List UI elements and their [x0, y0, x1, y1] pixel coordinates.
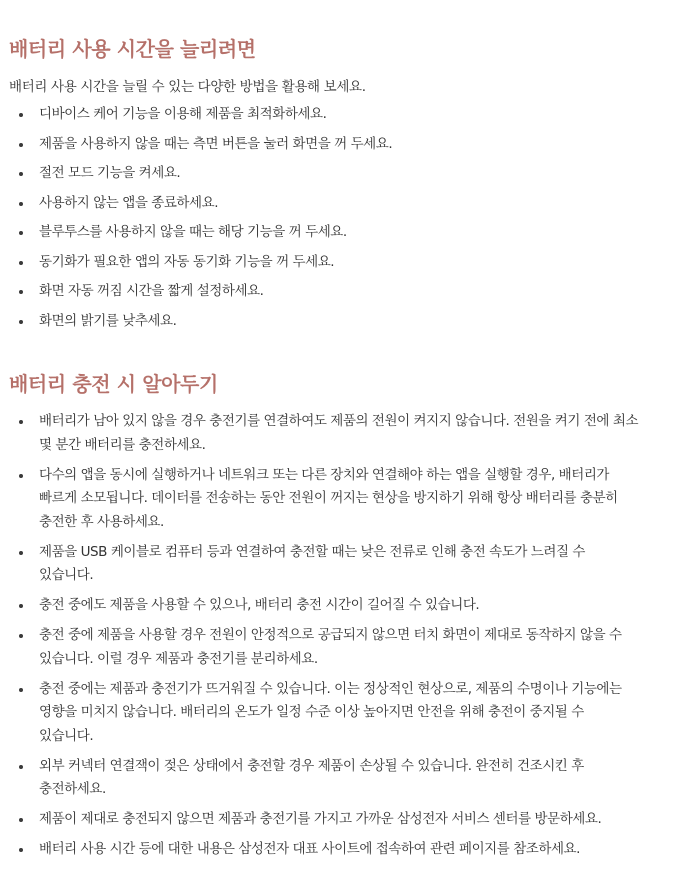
list-item: 제품을 USB 케이블로 컴퓨터 등과 연결하여 충전할 때는 낮은 전류로 인해 충전 속도가 느려질 수 있습니다. — [0, 541, 679, 588]
list-item: 제품을 사용하지 않을 때는 측면 버튼을 눌러 화면을 꺼 두세요. — [0, 133, 679, 163]
battery-tips-list — [0, 103, 679, 339]
list-item: 충전 중에 제품을 사용할 경우 전원이 안정적으로 공급되지 않으면 터치 화면이 제대로 동작하지 않을 수 있습니다. 이럴 경우 제품과 충전기를 분리하세요. — [0, 624, 679, 671]
bullet-icon — [19, 202, 23, 206]
section-heading-battery-life: 배터리 사용 시간을 늘리려면 — [9, 37, 256, 61]
section-intro: 배터리 사용 시간을 늘릴 수 있는 다양한 방법을 활용해 보세요. — [9, 79, 366, 95]
bullet-icon — [19, 261, 23, 265]
list-item: 동기화가 필요한 앱의 자동 동기화 기능을 꺼 두세요. — [0, 251, 679, 281]
bullet-icon — [19, 634, 23, 638]
bullet-icon — [19, 551, 23, 555]
list-item: 다수의 앱을 동시에 실행하거나 네트워크 또는 다른 장치와 연결해야 하는 앱을 실행할 경우, 배터리가 빠르게 소모됩니다. 데이터를 전송하는 동안 전원이 꺼지는 현상을 방지하기 위해 항상 배터리를 충분히 충전한 후 사용하세요. — [0, 464, 679, 535]
list-item: 화면의 밝기를 낮추세요. — [0, 310, 679, 340]
list-item: 충전 중에도 제품을 사용할 수 있으나, 배터리 충전 시간이 길어질 수 있습니다. — [0, 594, 679, 618]
bullet-icon — [19, 765, 23, 769]
bullet-icon — [19, 113, 23, 117]
list-item: 블루투스를 사용하지 않을 때는 해당 기능을 꺼 두세요. — [0, 221, 679, 251]
bullet-icon — [19, 420, 23, 424]
bullet-icon — [19, 143, 23, 147]
bullet-icon — [19, 172, 23, 176]
list-item: 제품이 제대로 충전되지 않으면 제품과 충전기를 가지고 가까운 삼성전자 서비스 센터를 방문하세요. — [0, 808, 679, 832]
bullet-icon — [19, 604, 23, 608]
bullet-icon — [19, 848, 23, 852]
list-item: 디바이스 케어 기능을 이용해 제품을 최적화하세요. — [0, 103, 679, 133]
bullet-icon — [19, 688, 23, 692]
list-item: 사용하지 않는 앱을 종료하세요. — [0, 192, 679, 222]
bullet-icon — [19, 474, 23, 478]
list-item: 배터리 사용 시간 등에 대한 내용은 삼성전자 대표 사이트에 접속하여 관련 페이지를 참조하세요. — [0, 838, 679, 862]
bullet-icon — [19, 290, 23, 294]
bullet-icon — [19, 231, 23, 235]
list-item: 배터리가 남아 있지 않을 경우 충전기를 연결하여도 제품의 전원이 켜지지 않습니다. 전원을 켜기 전에 최소 몇 분간 배터리를 충전하세요. — [0, 410, 679, 457]
charging-notes-list — [0, 410, 679, 868]
list-item: 절전 모드 기능을 켜세요. — [0, 162, 679, 192]
list-item: 화면 자동 꺼짐 시간을 짧게 설정하세요. — [0, 280, 679, 310]
bullet-icon — [19, 320, 23, 324]
list-item: 충전 중에는 제품과 충전기가 뜨거워질 수 있습니다. 이는 정상적인 현상으로, 제품의 수명이나 기능에는 영향을 미치지 않습니다. 배터리의 온도가 일정 수준 이상 높아지면 안전을 위해 충전이 중지될 수 있습니다. — [0, 678, 679, 749]
list-item: 외부 커넥터 연결잭이 젖은 상태에서 충전할 경우 제품이 손상될 수 있습니다. 완전히 건조시킨 후 충전하세요. — [0, 755, 679, 802]
bullet-icon — [19, 818, 23, 822]
section-heading-charging: 배터리 충전 시 알아두기 — [9, 372, 218, 396]
